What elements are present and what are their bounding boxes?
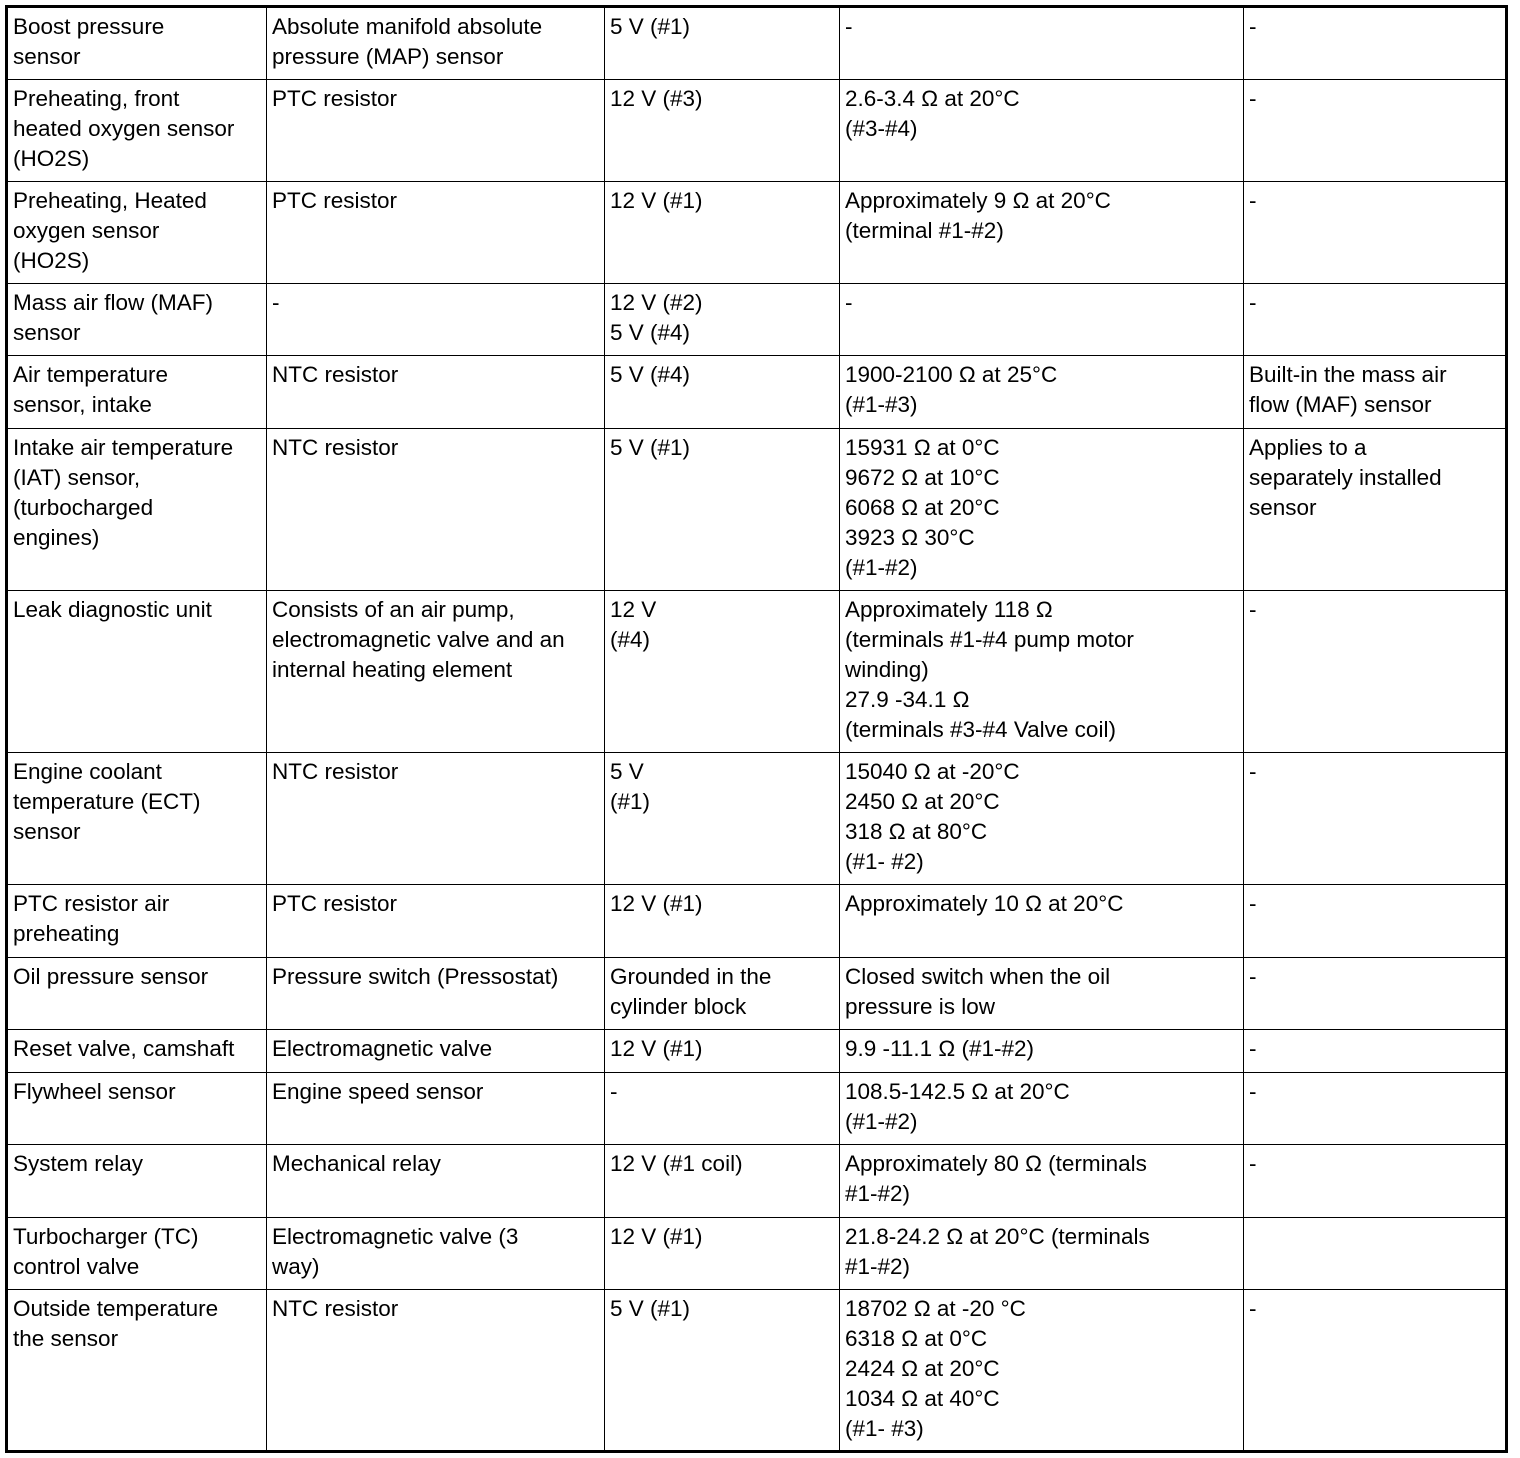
cell-type: - — [267, 284, 605, 356]
cell-voltage: 12 V (#4) — [605, 591, 840, 753]
cell-note: - — [1244, 1030, 1507, 1073]
cell-component: Oil pressure sensor — [7, 958, 267, 1030]
cell-component: System relay — [7, 1145, 267, 1218]
cell-resistance: 108.5-142.5 Ω at 20°C (#1-#2) — [840, 1073, 1244, 1145]
cell-type: Absolute manifold absolute pressure (MAP) sensor — [267, 7, 605, 80]
cell-resistance: - — [840, 7, 1244, 80]
cell-note: - — [1244, 1073, 1507, 1145]
table-row — [7, 1218, 1507, 1290]
cell-note — [1244, 1218, 1507, 1290]
cell-voltage: 12 V (#1 coil) — [605, 1145, 840, 1218]
cell-voltage: 12 V (#1) — [605, 182, 840, 284]
table-row — [7, 7, 1507, 80]
cell-note: - — [1244, 591, 1507, 753]
cell-type: NTC resistor — [267, 1290, 605, 1452]
table-row — [7, 1073, 1507, 1145]
cell-resistance: 1900-2100 Ω at 25°C (#1-#3) — [840, 356, 1244, 429]
table-row — [7, 753, 1507, 885]
cell-resistance: 15931 Ω at 0°C 9672 Ω at 10°C 6068 Ω at 20°C 3923 Ω 30°C (#1-#2) — [840, 429, 1244, 591]
cell-voltage: Grounded in the cylinder block — [605, 958, 840, 1030]
cell-component: Intake air temperature (IAT) sensor, (turbocharged engines) — [7, 429, 267, 591]
cell-type: Engine speed sensor — [267, 1073, 605, 1145]
cell-resistance: Approximately 80 Ω (terminals #1-#2) — [840, 1145, 1244, 1218]
table-row — [7, 182, 1507, 284]
cell-component: Flywheel sensor — [7, 1073, 267, 1145]
cell-resistance: Approximately 10 Ω at 20°C — [840, 885, 1244, 958]
cell-voltage: 5 V (#1) — [605, 1290, 840, 1452]
cell-voltage: 5 V (#1) — [605, 753, 840, 885]
cell-component: Reset valve, camshaft — [7, 1030, 267, 1073]
cell-voltage: 5 V (#1) — [605, 429, 840, 591]
cell-note: - — [1244, 7, 1507, 80]
table-row — [7, 591, 1507, 753]
cell-voltage: 12 V (#1) — [605, 1030, 840, 1073]
cell-note: - — [1244, 753, 1507, 885]
component-spec-table — [5, 5, 1508, 1453]
table-row — [7, 356, 1507, 429]
table-row — [7, 429, 1507, 591]
cell-component: Boost pressure sensor — [7, 7, 267, 80]
cell-type: PTC resistor — [267, 885, 605, 958]
cell-resistance: Approximately 9 Ω at 20°C (terminal #1-#2) — [840, 182, 1244, 284]
cell-resistance: 2.6-3.4 Ω at 20°C (#3-#4) — [840, 80, 1244, 182]
cell-type: PTC resistor — [267, 80, 605, 182]
table-row — [7, 284, 1507, 356]
table-row — [7, 1030, 1507, 1073]
cell-component: Engine coolant temperature (ECT) sensor — [7, 753, 267, 885]
table-row — [7, 885, 1507, 958]
cell-type: Electromagnetic valve — [267, 1030, 605, 1073]
cell-type: Pressure switch (Pressostat) — [267, 958, 605, 1030]
cell-type: Mechanical relay — [267, 1145, 605, 1218]
cell-note: - — [1244, 885, 1507, 958]
cell-voltage: - — [605, 1073, 840, 1145]
cell-component: Outside temperature the sensor — [7, 1290, 267, 1452]
cell-resistance: - — [840, 284, 1244, 356]
table-row — [7, 1145, 1507, 1218]
cell-resistance: 21.8-24.2 Ω at 20°C (terminals #1-#2) — [840, 1218, 1244, 1290]
cell-resistance: Closed switch when the oil pressure is low — [840, 958, 1244, 1030]
cell-type: NTC resistor — [267, 429, 605, 591]
cell-component: Mass air flow (MAF) sensor — [7, 284, 267, 356]
cell-resistance: 15040 Ω at -20°C 2450 Ω at 20°C 318 Ω at 80°C (#1- #2) — [840, 753, 1244, 885]
cell-voltage: 12 V (#2) 5 V (#4) — [605, 284, 840, 356]
cell-resistance: 18702 Ω at -20 °C 6318 Ω at 0°C 2424 Ω at 20°C 1034 Ω at 40°C (#1- #3) — [840, 1290, 1244, 1452]
cell-voltage: 5 V (#1) — [605, 7, 840, 80]
cell-type: NTC resistor — [267, 753, 605, 885]
cell-note: - — [1244, 80, 1507, 182]
cell-note: Applies to a separately installed sensor — [1244, 429, 1507, 591]
cell-note: - — [1244, 1290, 1507, 1452]
cell-type: Consists of an air pump, electromagnetic valve and an internal heating element — [267, 591, 605, 753]
cell-voltage: 5 V (#4) — [605, 356, 840, 429]
cell-note: - — [1244, 958, 1507, 1030]
cell-component: PTC resistor air preheating — [7, 885, 267, 958]
table-row — [7, 80, 1507, 182]
cell-component: Leak diagnostic unit — [7, 591, 267, 753]
table-row — [7, 958, 1507, 1030]
cell-note: - — [1244, 284, 1507, 356]
cell-resistance: Approximately 118 Ω (terminals #1-#4 pump motor winding) 27.9 -34.1 Ω (terminals #3-#4 Valve coil) — [840, 591, 1244, 753]
cell-voltage: 12 V (#1) — [605, 885, 840, 958]
cell-component: Turbocharger (TC) control valve — [7, 1218, 267, 1290]
cell-voltage: 12 V (#1) — [605, 1218, 840, 1290]
cell-type: NTC resistor — [267, 356, 605, 429]
cell-note: Built-in the mass air flow (MAF) sensor — [1244, 356, 1507, 429]
cell-component: Preheating, front heated oxygen sensor (HO2S) — [7, 80, 267, 182]
cell-type: PTC resistor — [267, 182, 605, 284]
cell-voltage: 12 V (#3) — [605, 80, 840, 182]
table-row — [7, 1290, 1507, 1452]
cell-component: Preheating, Heated oxygen sensor (HO2S) — [7, 182, 267, 284]
cell-note: - — [1244, 1145, 1507, 1218]
cell-note: - — [1244, 182, 1507, 284]
cell-resistance: 9.9 -11.1 Ω (#1-#2) — [840, 1030, 1244, 1073]
cell-type: Electromagnetic valve (3 way) — [267, 1218, 605, 1290]
cell-component: Air temperature sensor, intake — [7, 356, 267, 429]
